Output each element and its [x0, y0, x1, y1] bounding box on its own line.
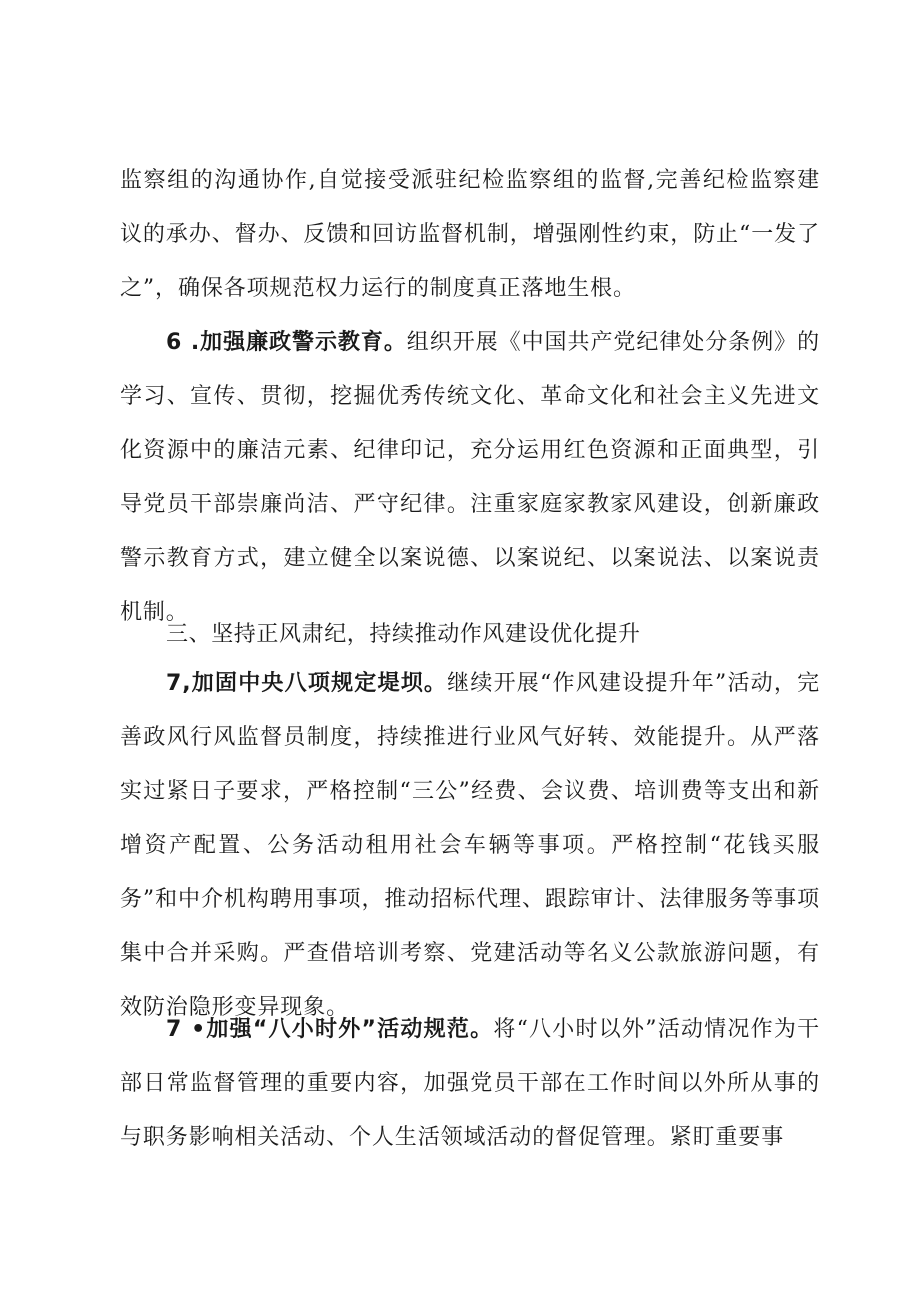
item-6-title: 6 .加强廉政警示教育。: [166, 330, 407, 355]
item-7b-body: 将“八小时以外”活动情况作为干部日常监督管理的重要内容，加强党员干部在工作时间以外所从事的与职务影响相关活动、个人生活领域活动的督促管理。紧盯重要事: [120, 1017, 820, 1150]
item-7a-body: 继续开展“作风建设提升年”活动，完善政风行风监督员制度，持续推进行业风气好转、效能提升。从严落实过紧日子要求，严格控制“三公”经费、会议费、培训费等支出和新增资产配置、公务活动租用社会车辆等事项。严格控制“花钱买服务”和中介机构聘用事项，推动招标代理、跟踪审计、法律服务等事项集中合并采购。严查借培训考察、党建活动等名义公款旅游问题，有效防治隐形变异现象。: [120, 671, 820, 1020]
item-7b-title: 7 •加强“八小时外”活动规范。: [166, 1017, 494, 1042]
section-heading-3: 三、坚持正风肃纪，持续推动作风建设优化提升: [166, 622, 641, 647]
paragraph-item-6: [120, 316, 820, 640]
paragraph-item-7a: [120, 657, 820, 1035]
item-7a-title: 7,加固中央八项规定堤坝。: [166, 671, 448, 696]
item-6-body: 组织开展《中国共产党纪律处分条例》的学习、宣传、贯彻，挖掘优秀传统文化、革命文化和社会主义先进文化资源中的廉洁元素、纪律印记，充分运用红色资源和正面典型，引导党员干部崇廉尚洁、严守纪律。注重家庭家教家风建设，创新廉政警示教育方式，建立健全以案说德、以案说纪、以案说法、以案说责机制。: [120, 330, 821, 625]
paragraph-continuation: 监察组的沟通协作,自觉接受派驻纪检监察组的监督,完善纪检监察建议的承办、督办、反馈和回访监督机制，增强刚性约束，防止“一发了之”，确保各项规范权力运行的制度真正落地生根。: [120, 168, 820, 301]
paragraph-item-7b: [120, 1003, 820, 1165]
